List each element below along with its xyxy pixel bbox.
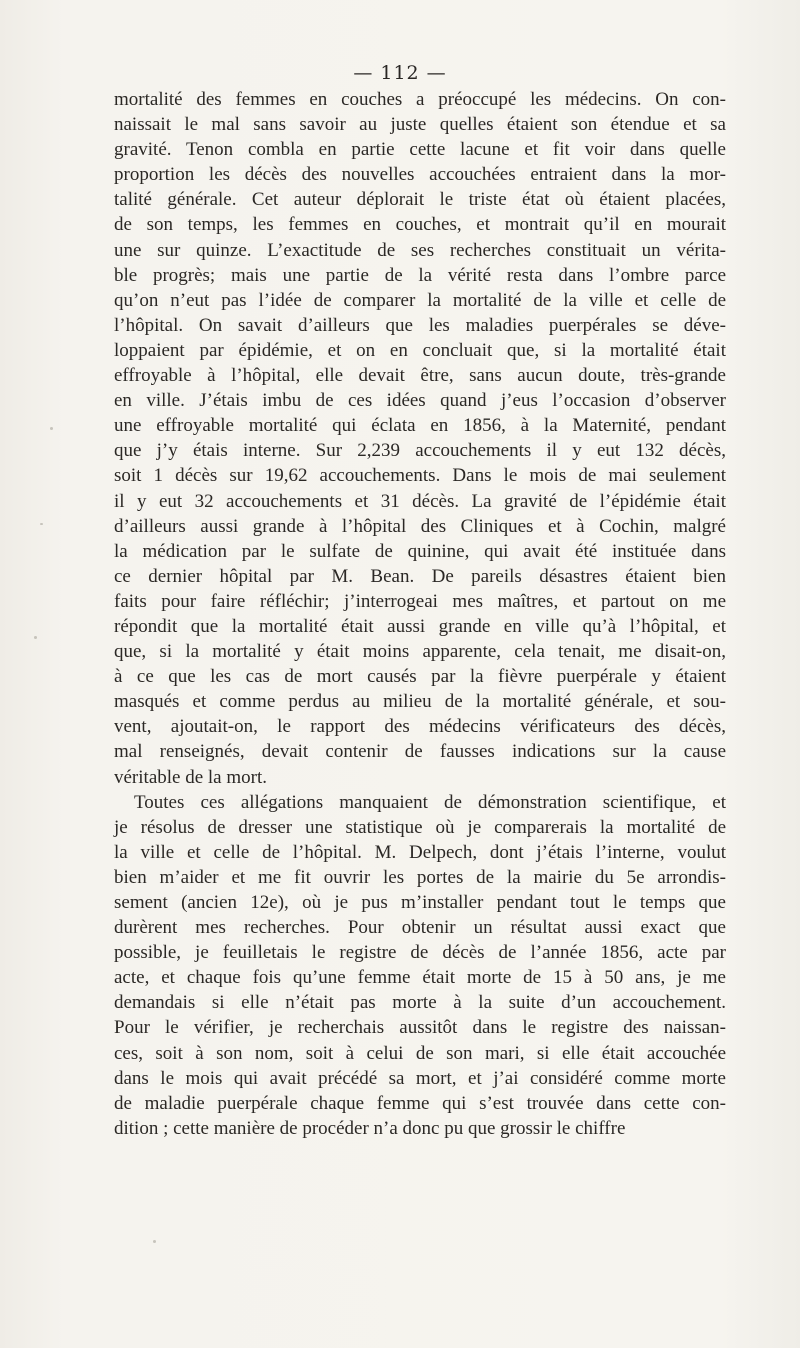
text-line: proportion les décès des nouvelles accouchées entraient dans la mor-	[114, 164, 726, 186]
text-line: masqués et comme perdus au milieu de la mortalité générale, et sou-	[114, 691, 726, 713]
text-line: demandais si elle n’était pas morte à la suite d’un accouchement.	[114, 992, 726, 1014]
text-line: acte, et chaque fois qu’une femme était morte de 15 à 50 ans, je me	[114, 967, 726, 989]
text-line: loppaient par épidémie, et on en concluait que, si la mortalité était	[114, 339, 726, 361]
text-line: talité générale. Cet auteur déplorait le triste état où étaient placées,	[114, 189, 726, 211]
text-line: dans le mois qui avait précédé sa mort, et j’ai considéré comme morte	[114, 1067, 726, 1089]
text-line: bien m’aider et me fit ouvrir les portes de la mairie du 5e arrondis-	[114, 866, 726, 888]
text-line: que, si la mortalité y était moins apparente, cela tenait, me disait-on,	[114, 641, 726, 663]
paper-speck	[40, 523, 43, 525]
text-line: effroyable à l’hôpital, elle devait être, sans aucun doute, très-grande	[114, 365, 726, 387]
text-line: une sur quinze. L’exactitude de ses recherches constituait un vérita-	[114, 239, 726, 261]
text-line: naissait le mal sans savoir au juste quelles étaient son étendue et sa	[114, 114, 726, 136]
text-line: il y eut 32 accouchements et 31 décès. La gravité de l’épidémie était	[114, 490, 726, 512]
text-line: la ville et celle de l’hôpital. M. Delpech, dont j’étais l’interne, voulut	[114, 841, 726, 863]
text-line: répondit que la mortalité était aussi grande en ville qu’à l’hôpital, et	[114, 615, 726, 637]
text-line: possible, je feuilletais le registre de décès de l’année 1856, acte par	[114, 942, 726, 964]
paragraph	[114, 790, 726, 1141]
text-line: soit 1 décès sur 19,62 accouchements. Dans le mois de mai seulement	[114, 465, 726, 487]
paragraph	[114, 87, 726, 790]
text-line: ce dernier hôpital par M. Bean. De pareils désastres étaient bien	[114, 565, 726, 587]
text-line: de son temps, les femmes en couches, et montrait qu’il en mourait	[114, 214, 726, 236]
text-line: à ce que les cas de mort causés par la fièvre puerpérale y étaient	[114, 666, 726, 688]
body-text	[114, 87, 726, 1141]
text-line: gravité. Tenon combla en partie cette lacune et fit voir dans quelle	[114, 139, 726, 161]
text-line: mal renseignés, devait contenir de fausses indications sur la cause	[114, 741, 726, 763]
text-line: de maladie puerpérale chaque femme qui s’est trouvée dans cette con-	[114, 1092, 726, 1114]
text-line: en ville. J’étais imbu de ces idées quand j’eus l’occasion d’observer	[114, 390, 726, 412]
text-line: faits pour faire réfléchir; j’interrogeai mes maîtres, et partout on me	[114, 590, 726, 612]
text-line: dition ; cette manière de procéder n’a donc pu que grossir le chiffre	[114, 1117, 626, 1139]
text-line: Toutes ces allégations manquaient de démonstration scientifique, et	[134, 791, 726, 813]
text-line: une effroyable mortalité qui éclata en 1856, à la Maternité, pendant	[114, 415, 726, 437]
text-line: ces, soit à son nom, soit à celui de son mari, si elle était accouchée	[114, 1042, 726, 1064]
text-line: qu’on n’eut pas l’idée de comparer la mortalité de la ville et celle de	[114, 289, 726, 311]
text-line: mortalité des femmes en couches a préoccupé les médecins. On con-	[114, 89, 726, 110]
page-number: — 112 —	[353, 62, 447, 84]
text-line: je résolus de dresser une statistique où je comparerais la mortalité de	[114, 816, 726, 838]
paper-speck	[153, 1240, 156, 1243]
text-line: d’ailleurs aussi grande à l’hôpital des Cliniques et à Cochin, malgré	[114, 515, 726, 537]
text-line: ble progrès; mais une partie de la vérité resta dans l’ombre parce	[114, 264, 726, 286]
paper-speck	[34, 636, 37, 639]
text-line: véritable de la mort.	[114, 766, 267, 788]
text-line: vent, ajoutait-on, le rapport des médecins vérificateurs des décès,	[114, 716, 726, 738]
text-line: l’hôpital. On savait d’ailleurs que les maladies puerpérales se déve-	[114, 314, 726, 336]
text-line: sement (ancien 12e), où je pus m’installer pendant tout le temps que	[114, 892, 726, 913]
text-line: que j’y étais interne. Sur 2,239 accouchements il y eut 132 décès,	[114, 440, 726, 462]
paper-speck	[50, 427, 53, 430]
text-line: la médication par le sulfate de quinine, qui avait été instituée dans	[114, 540, 726, 562]
text-line: durèrent mes recherches. Pour obtenir un résultat aussi exact que	[114, 917, 726, 939]
text-line: Pour le vérifier, je recherchais aussitôt dans le registre des naissan-	[114, 1017, 726, 1039]
